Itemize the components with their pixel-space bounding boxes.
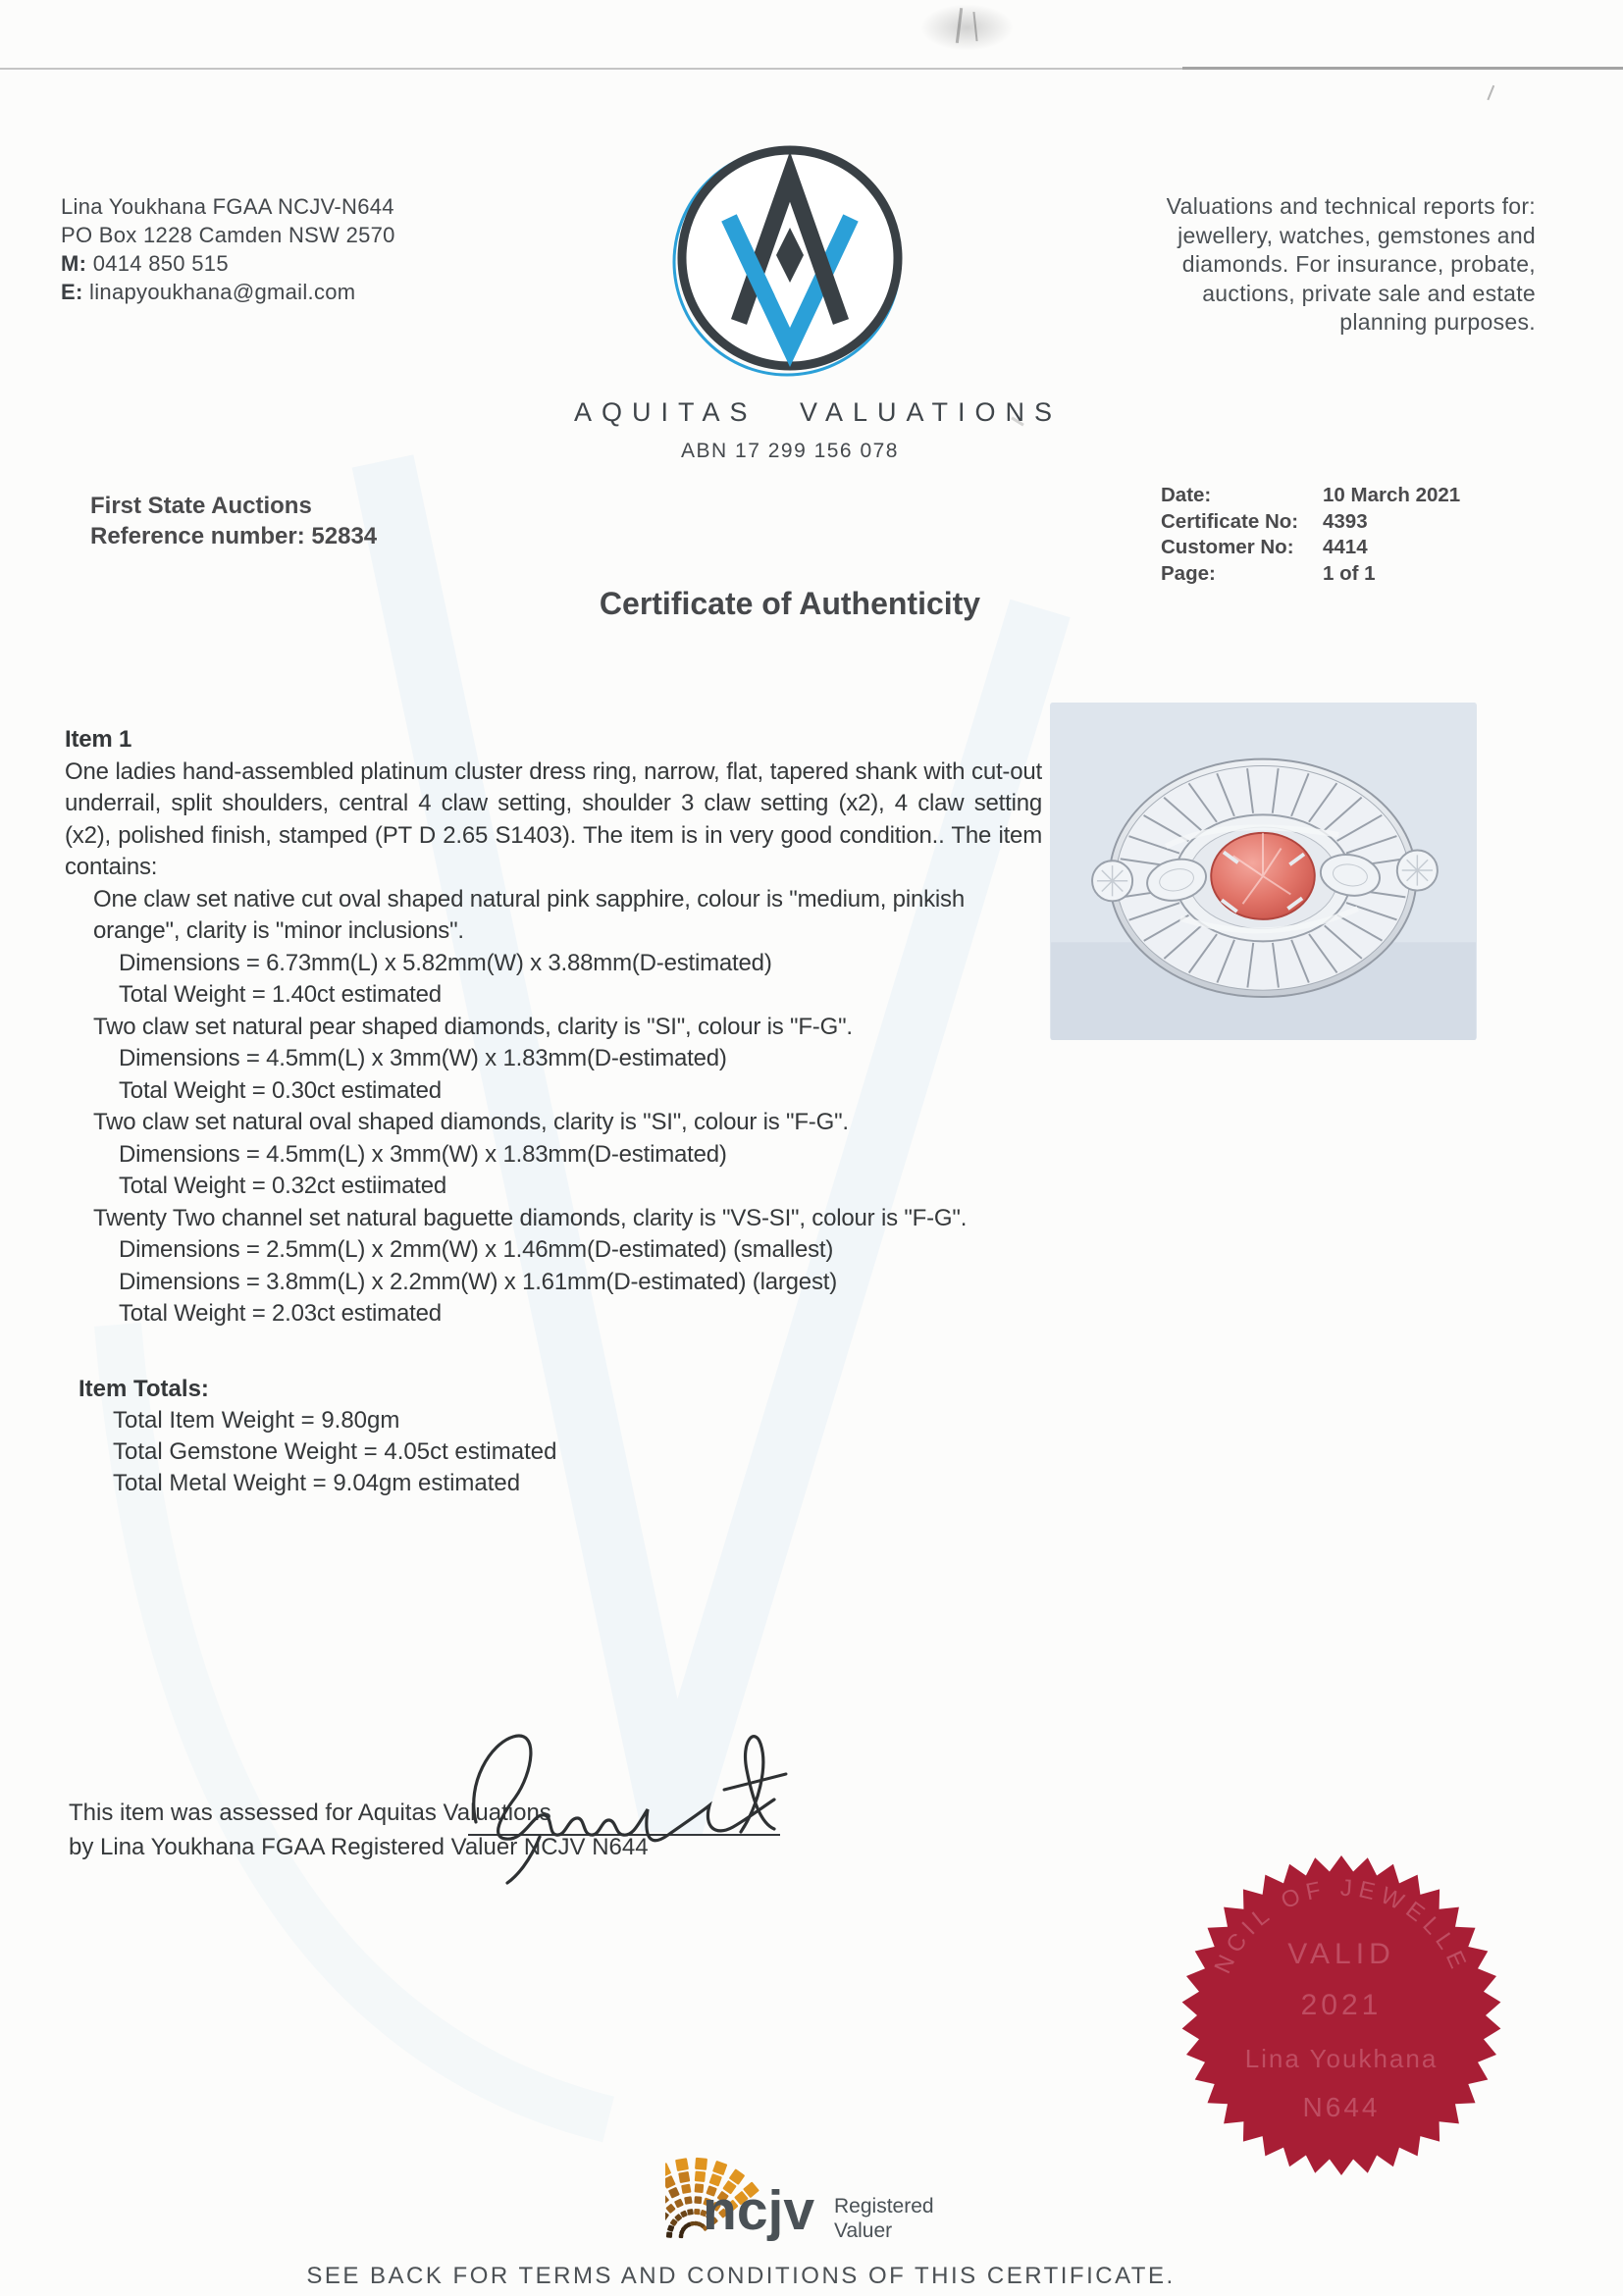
tagline-line: auctions, private sale and estate [1202,280,1536,306]
seal-year-text: 2021 [1300,1989,1383,2021]
tagline-line: planning purposes. [1339,309,1536,335]
abn-number: ABN 17 299 156 078 [681,440,899,462]
meta-row [1161,509,1460,536]
gem-detail: Dimensions = 2.5mm(L) x 2mm(W) x 1.46mm(D-estimated) (smallest) [119,1236,834,1263]
total-gemstone-weight: Total Gemstone Weight = 4.05ct estimated [113,1438,557,1465]
scan-line-dark [1182,67,1623,70]
aquitas-logo-icon [666,133,914,385]
mobile-value: 0414 850 515 [92,251,229,276]
scan-smudge [920,4,1014,51]
meta-label: Date: [1161,484,1212,506]
total-item-weight: Total Item Weight = 9.80gm [113,1407,400,1434]
total-metal-weight: Total Metal Weight = 9.04gm estimated [113,1470,521,1496]
gem-detail: Dimensions = 4.5mm(L) x 3mm(W) x 1.83mm(D-estimated) [119,1045,727,1071]
gem-line: Two claw set natural pear shaped diamonds, clarity is "SI", colour is "F-G". [93,1013,853,1040]
totals-heading: Item Totals: [79,1376,209,1402]
gem-line: Two claw set natural oval shaped diamonds, clarity is "SI", colour is "F-G". [93,1109,849,1135]
gem-detail: Total Weight = 0.32ct estiimated [119,1173,447,1199]
footer-note: SEE BACK FOR TERMS AND CONDITIONS OF THIS CERTIFICATE. [306,2263,1176,2289]
gem-detail: Dimensions = 4.5mm(L) x 3mm(W) x 1.83mm(D-estimated) [119,1140,727,1168]
assessment-line1: This item was assessed for Aquitas Valuations [69,1800,551,1826]
tagline-line: jewellery, watches, gemstones and [1178,222,1536,248]
tagline-line: diamonds. For insurance, probate, [1181,251,1536,277]
gem-line: Twenty Two channel set natural baguette diamonds, clarity is "VS-SI", colour is "F-G". [93,1204,968,1231]
meta-label: Page: [1161,561,1216,585]
client-block [90,491,377,551]
ring-photo-image [1050,703,1477,1040]
item-heading: Item 1 [65,726,132,753]
ring-photo [1050,703,1477,1040]
meta-value: 10 March 2021 [1323,484,1461,506]
meta-row [1161,483,1460,509]
contact-block [61,192,395,306]
reference-number: Reference number: 52834 [90,523,378,549]
red-seal [1179,1853,1503,2177]
gem-line: One claw set native cut oval shaped natural pink sapphire, colour is "medium, pinkish orange", clarity is "minor inclusions". [93,885,965,944]
item-description: One ladies hand-assembled platinum cluster dress ring, narrow, flat, tapered shank with cut-out underrail, split shoulders, central 4 claw setting, shoulder 3 claw setting (x2), 4 claw setting (x2), polished finish, stamped (PT D 2.65 S1403). The item is in very good condition.. The item contains: [65,757,1042,880]
mobile-label: M: [61,251,87,276]
meta-block [1161,483,1460,587]
aquitas-logo [574,133,1063,463]
valuer-address: PO Box 1228 Camden NSW 2570 [61,223,395,247]
ncjv-logo [665,2131,1077,2269]
email-label: E: [61,280,83,304]
gem-detail: Total Weight = 2.03ct estimated [119,1300,442,1327]
seal-valid-text: VALID [1287,1938,1395,1970]
gem-detail: Total Weight = 1.40ct estimated [119,981,442,1008]
meta-label: Certificate No: [1161,509,1299,533]
item-totals [79,1374,556,1499]
item-body [65,724,1042,1331]
valuer-mobile [61,249,395,278]
gem-detail: Dimensions = 3.8mm(L) x 2.2mm(W) x 1.61mm(D-estimated) (largest) [119,1268,838,1295]
seal-arc-text: NCIL OF JEWELLE [1209,1874,1474,1978]
ncjv-wordmark: ncjv [703,2179,815,2242]
valuer-email [61,278,395,306]
tagline-line: Valuations and technical reports for: [1166,193,1536,219]
seal-number-text: N644 [1302,2092,1381,2122]
registered-label: Registered [834,2195,934,2218]
valuer-name: Lina Youkhana FGAA NCJV-N644 [61,194,394,219]
assessment-line2: by Lina Youkhana FGAA Registered Valuer NCJV N644 [69,1834,649,1860]
tagline [1030,192,1536,338]
gem-detail: Total Weight = 0.30ct estimated [119,1076,442,1104]
brand-name: AQUITAS VALUATIONS [574,397,1063,427]
meta-label: Customer No: [1161,536,1294,558]
valuer-label: Valuer [834,2219,893,2242]
meta-value: 4414 [1323,536,1368,558]
meta-row [1161,535,1460,561]
meta-value: 1 of 1 [1323,561,1376,585]
registered-valuer-label [834,2194,934,2243]
scan-mark [1487,85,1501,104]
meta-row [1161,561,1460,588]
client-name: First State Auctions [90,493,312,519]
gem-detail: Dimensions = 6.73mm(L) x 5.82mm(W) x 3.88mm(D-estimated) [119,949,772,976]
email-value: linapyoukhana@gmail.com [89,280,356,304]
signature-image [446,1690,790,1886]
seal-name-text: Lina Youkhana [1244,2044,1439,2073]
meta-value: 4393 [1323,509,1368,533]
certificate-title: Certificate of Authenticity [599,586,981,621]
